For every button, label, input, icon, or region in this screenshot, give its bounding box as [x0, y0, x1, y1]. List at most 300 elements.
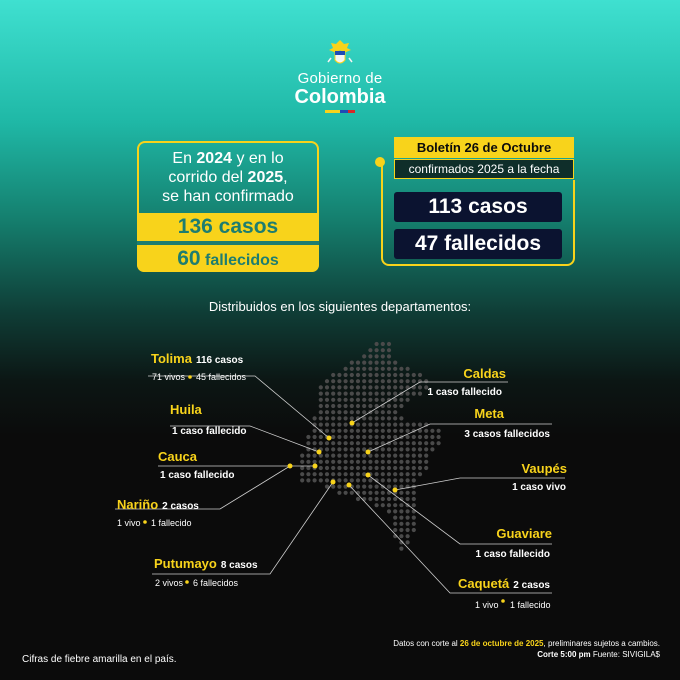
- map-dot: [430, 441, 434, 445]
- map-dot: [393, 509, 397, 513]
- map-dot: [344, 491, 348, 495]
- map-dot: [344, 385, 348, 389]
- map-dot: [406, 379, 410, 383]
- map-dot: [406, 491, 410, 495]
- map-dot: [350, 447, 354, 451]
- map-dot: [387, 392, 391, 396]
- map-dot: [412, 392, 416, 396]
- map-dot: [399, 423, 403, 427]
- header: [0, 38, 680, 113]
- map-dot: [399, 379, 403, 383]
- map-dots: [300, 342, 441, 551]
- map-dot: [418, 447, 422, 451]
- map-dot: [325, 416, 329, 420]
- map-dot: [319, 472, 323, 476]
- map-dot: [399, 416, 403, 420]
- map-dot: [319, 478, 323, 482]
- map-dot: [387, 385, 391, 389]
- map-dot: [412, 472, 416, 476]
- map-dot: [356, 478, 360, 482]
- map-dot: [406, 516, 410, 520]
- map-dot: [337, 385, 341, 389]
- map-dot: [381, 472, 385, 476]
- map-dot: [344, 423, 348, 427]
- map-dot: [375, 361, 379, 365]
- org-name-line2: Colombia: [294, 86, 386, 108]
- map-dot: [387, 373, 391, 377]
- map-dot: [406, 441, 410, 445]
- bulletin-subtitle: confirmados 2025 a la fecha: [394, 159, 574, 179]
- map-dot: [337, 398, 341, 402]
- map-dot: [406, 497, 410, 501]
- map-dot: [350, 398, 354, 402]
- meta-detail: 3 casos fallecidos: [464, 429, 550, 440]
- map-dot: [393, 497, 397, 501]
- vaupes-detail: 1 caso vivo: [512, 482, 566, 493]
- frame-connector: [573, 184, 575, 194]
- map-dot: [399, 503, 403, 507]
- map-dot: [387, 447, 391, 451]
- map-dot: [381, 361, 385, 365]
- map-dot: [368, 385, 372, 389]
- vaupes-name: Vaupés: [521, 461, 567, 476]
- map-dot: [418, 472, 422, 476]
- huila-name: Huila: [170, 402, 202, 417]
- map-dot: [399, 478, 403, 482]
- map-dot: [387, 509, 391, 513]
- putumayo-separator-dot: [185, 580, 189, 584]
- map-dot: [337, 435, 341, 439]
- map-dot: [350, 454, 354, 458]
- map-dot: [381, 367, 385, 371]
- map-dot: [399, 547, 403, 551]
- map-dot: [412, 528, 416, 532]
- map-dot: [350, 491, 354, 495]
- map-dot: [313, 435, 317, 439]
- map-dot: [430, 429, 434, 433]
- map-dot: [406, 466, 410, 470]
- map-dot: [393, 466, 397, 470]
- map-dot: [418, 441, 422, 445]
- map-dot: [437, 429, 441, 433]
- map-dot: [393, 478, 397, 482]
- map-dot: [399, 485, 403, 489]
- map-dot: [387, 423, 391, 427]
- map-dot: [350, 361, 354, 365]
- map-dot: [375, 416, 379, 420]
- meta-marker: [366, 450, 371, 455]
- map-dot: [406, 534, 410, 538]
- map-dot: [393, 398, 397, 402]
- map-dot: [306, 460, 310, 464]
- map-dot: [337, 379, 341, 383]
- map-dot: [331, 423, 335, 427]
- map-dot: [350, 379, 354, 383]
- map-dot: [406, 398, 410, 402]
- map-dot: [337, 485, 341, 489]
- map-dot: [393, 528, 397, 532]
- map-dot: [387, 472, 391, 476]
- map-dot: [418, 423, 422, 427]
- map-dot: [406, 423, 410, 427]
- map-dot: [418, 435, 422, 439]
- map-dot: [381, 454, 385, 458]
- map-dot: [313, 454, 317, 458]
- map-dot: [368, 435, 372, 439]
- cauca-marker: [313, 464, 318, 469]
- map-dot: [399, 367, 403, 371]
- map-dot: [344, 379, 348, 383]
- map-dot: [381, 392, 385, 396]
- map-dot: [412, 491, 416, 495]
- narino-deceased: 1 fallecido: [151, 518, 192, 528]
- map-dot: [368, 348, 372, 352]
- map-dot: [356, 454, 360, 458]
- map-dot: [381, 398, 385, 402]
- map-dot: [381, 503, 385, 507]
- map-dot: [393, 503, 397, 507]
- narino-marker: [288, 464, 293, 469]
- guaviare-name: Guaviare: [496, 526, 552, 541]
- map-dot: [331, 404, 335, 408]
- map-dot: [399, 454, 403, 458]
- narino-separator-dot: [143, 520, 147, 524]
- map-dot: [430, 435, 434, 439]
- map-dot: [344, 367, 348, 371]
- map-dot: [412, 497, 416, 501]
- map-dot: [362, 454, 366, 458]
- map-dot: [362, 491, 366, 495]
- map-dot: [387, 460, 391, 464]
- map-dot: [424, 447, 428, 451]
- map-dot: [356, 385, 360, 389]
- map-dot: [375, 367, 379, 371]
- map-dot: [375, 392, 379, 396]
- guaviare-marker: [366, 473, 371, 478]
- map-dot: [406, 429, 410, 433]
- map-dot: [375, 441, 379, 445]
- map-dot: [319, 410, 323, 414]
- map-dot: [375, 348, 379, 352]
- map-dot: [350, 435, 354, 439]
- map-dot: [331, 398, 335, 402]
- cauca-detail: 1 caso fallecido: [160, 470, 235, 481]
- map-dot: [387, 342, 391, 346]
- map-dot: [393, 379, 397, 383]
- map-dot: [356, 447, 360, 451]
- map-dot: [344, 416, 348, 420]
- guaviare-detail: 1 caso fallecido: [475, 549, 550, 560]
- map-dot: [306, 435, 310, 439]
- map-dot: [337, 416, 341, 420]
- map-dot: [306, 454, 310, 458]
- map-dot: [300, 454, 304, 458]
- map-dot: [437, 435, 441, 439]
- map-dot: [325, 454, 329, 458]
- map-dot: [368, 404, 372, 408]
- vaupes-marker: [393, 488, 398, 493]
- map-dot: [399, 466, 403, 470]
- map-dot: [393, 460, 397, 464]
- map-dot: [362, 447, 366, 451]
- map-dot: [368, 429, 372, 433]
- map-dot: [368, 485, 372, 489]
- map-dot: [399, 460, 403, 464]
- colombia-coat-of-arms-icon: [325, 38, 355, 68]
- map-dot: [375, 472, 379, 476]
- caqueta-deceased: 1 fallecido: [510, 600, 551, 610]
- map-dot: [356, 460, 360, 464]
- map-dot: [399, 429, 403, 433]
- cumulative-summary-card: [137, 141, 319, 272]
- map-dot: [331, 392, 335, 396]
- map-dot: [331, 460, 335, 464]
- map-dot: [325, 410, 329, 414]
- map-dot: [350, 410, 354, 414]
- map-dot: [418, 373, 422, 377]
- map-dot: [325, 392, 329, 396]
- map-dot: [406, 540, 410, 544]
- putumayo-marker: [331, 480, 336, 485]
- map-dot: [393, 423, 397, 427]
- map-dot: [344, 472, 348, 476]
- map-dot: [381, 460, 385, 464]
- map-dot: [331, 416, 335, 420]
- map-dot: [368, 497, 372, 501]
- caption: Cifras de fiebre amarilla en el país.: [22, 654, 177, 665]
- source-note: Corte 5:00 pm Fuente: SIVIGILA$: [537, 650, 660, 659]
- map-dot: [362, 385, 366, 389]
- map-dot: [306, 472, 310, 476]
- map-dot: [368, 441, 372, 445]
- map-dot: [399, 404, 403, 408]
- map-dot: [325, 472, 329, 476]
- map-dot: [393, 522, 397, 526]
- map-dot: [424, 379, 428, 383]
- map-dot: [368, 416, 372, 420]
- map-dot: [424, 466, 428, 470]
- caqueta-separator-dot: [501, 599, 505, 603]
- map-dot: [375, 373, 379, 377]
- cauca-name: Cauca: [158, 449, 198, 464]
- map-dot: [319, 385, 323, 389]
- map-dot: [337, 460, 341, 464]
- putumayo-label: Putumayo 8 casos: [154, 556, 258, 571]
- map-dot: [368, 361, 372, 365]
- map-dot: [375, 423, 379, 427]
- map-dot: [344, 447, 348, 451]
- map-dot: [387, 367, 391, 371]
- map-dot: [356, 472, 360, 476]
- map-dot: [344, 466, 348, 470]
- map-dot: [393, 429, 397, 433]
- map-dot: [319, 416, 323, 420]
- bullet-dot: [375, 157, 385, 167]
- map-dot: [325, 385, 329, 389]
- map-dot: [350, 404, 354, 408]
- map-dot: [387, 404, 391, 408]
- map-dot: [325, 429, 329, 433]
- map-dot: [319, 392, 323, 396]
- map-dot: [406, 392, 410, 396]
- map-dot: [350, 373, 354, 377]
- map-dot: [406, 435, 410, 439]
- map-dot: [356, 398, 360, 402]
- map-dot: [337, 491, 341, 495]
- map-dot: [300, 466, 304, 470]
- map-dot: [331, 466, 335, 470]
- map-dot: [375, 485, 379, 489]
- map-dot: [362, 441, 366, 445]
- map-dot: [356, 392, 360, 396]
- map-dot: [387, 429, 391, 433]
- map-dot: [393, 404, 397, 408]
- flag-bar: [325, 110, 355, 113]
- map-dot: [406, 367, 410, 371]
- map-dot: [368, 423, 372, 427]
- map-dot: [381, 447, 385, 451]
- map-dot: [350, 385, 354, 389]
- map-dot: [362, 361, 366, 365]
- map-dot: [356, 410, 360, 414]
- map-dot: [387, 361, 391, 365]
- map-dot: [344, 460, 348, 464]
- caldas-detail: 1 caso fallecido: [427, 387, 502, 398]
- map-dot: [393, 447, 397, 451]
- map-dot: [300, 478, 304, 482]
- map-dot: [418, 385, 422, 389]
- map-dot: [331, 441, 335, 445]
- map-dot: [412, 509, 416, 513]
- map-dot: [406, 373, 410, 377]
- map-dot: [356, 485, 360, 489]
- map-dot: [362, 379, 366, 383]
- map-dot: [368, 491, 372, 495]
- map-dot: [362, 466, 366, 470]
- map-dot: [387, 497, 391, 501]
- map-dot: [362, 423, 366, 427]
- map-dot: [362, 435, 366, 439]
- map-dot: [325, 441, 329, 445]
- map-dot: [393, 392, 397, 396]
- map-dot: [381, 373, 385, 377]
- map-dot: [381, 497, 385, 501]
- map-dot: [387, 410, 391, 414]
- map-dot: [399, 509, 403, 513]
- map-dot: [319, 466, 323, 470]
- map-dot: [368, 478, 372, 482]
- map-dot: [381, 429, 385, 433]
- map-dot: [368, 392, 372, 396]
- map-dot: [344, 435, 348, 439]
- map-dot: [350, 460, 354, 464]
- tolima-separator-dot: [188, 375, 192, 379]
- map-dot: [350, 416, 354, 420]
- narino-alive: 1 vivo: [117, 518, 141, 528]
- map-dot: [362, 404, 366, 408]
- caldas-marker: [350, 421, 355, 426]
- map-dot: [362, 373, 366, 377]
- putumayo-deceased: 6 fallecidos: [193, 578, 239, 588]
- map-dot: [344, 398, 348, 402]
- map-dot: [331, 447, 335, 451]
- map-dot: [325, 466, 329, 470]
- map-dot: [356, 379, 360, 383]
- map-dot: [344, 454, 348, 458]
- huila-marker: [317, 450, 322, 455]
- map-dot: [362, 354, 366, 358]
- map-dot: [387, 466, 391, 470]
- map-dot: [368, 460, 372, 464]
- map-dot: [337, 404, 341, 408]
- map-dot: [399, 491, 403, 495]
- map-dot: [393, 472, 397, 476]
- map-dot: [344, 404, 348, 408]
- map-dot: [331, 379, 335, 383]
- map-dot: [418, 466, 422, 470]
- map-dot: [399, 385, 403, 389]
- map-dot: [331, 385, 335, 389]
- map-dot: [331, 373, 335, 377]
- map-dot: [393, 361, 397, 365]
- map-dot: [337, 423, 341, 427]
- map-dot: [381, 491, 385, 495]
- map-dot: [375, 435, 379, 439]
- map-dot: [344, 392, 348, 396]
- map-dot: [418, 460, 422, 464]
- map-dot: [393, 367, 397, 371]
- map-dot: [412, 423, 416, 427]
- map-dot: [375, 497, 379, 501]
- map-dot: [337, 429, 341, 433]
- map-dot: [375, 460, 379, 464]
- map-dot: [412, 503, 416, 507]
- map-dot: [337, 447, 341, 451]
- map-dot: [306, 478, 310, 482]
- map-dot: [393, 385, 397, 389]
- map-dot: [344, 478, 348, 482]
- map-dot: [325, 404, 329, 408]
- map-dot: [368, 379, 372, 383]
- caqueta-alive: 1 vivo: [475, 600, 499, 610]
- map-dot: [331, 429, 335, 433]
- map-dot: [412, 441, 416, 445]
- map-dot: [412, 435, 416, 439]
- map-dot: [381, 435, 385, 439]
- map-dot: [337, 472, 341, 476]
- map-dot: [319, 441, 323, 445]
- map-dot: [387, 348, 391, 352]
- map-dot: [368, 466, 372, 470]
- map-dot: [337, 478, 341, 482]
- tolima-alive: 71 vivos: [152, 372, 186, 382]
- map-dot: [337, 466, 341, 470]
- map-dot: [337, 392, 341, 396]
- map-dot: [362, 478, 366, 482]
- map-dot: [344, 441, 348, 445]
- map-dot: [350, 472, 354, 476]
- map-dot: [325, 478, 329, 482]
- map-dot: [399, 398, 403, 402]
- map-dot: [337, 373, 341, 377]
- map-dot: [412, 460, 416, 464]
- map-dot: [381, 385, 385, 389]
- map-dot: [319, 435, 323, 439]
- map-dot: [387, 491, 391, 495]
- map-dot: [325, 398, 329, 402]
- map-dot: [356, 435, 360, 439]
- map-dot: [319, 398, 323, 402]
